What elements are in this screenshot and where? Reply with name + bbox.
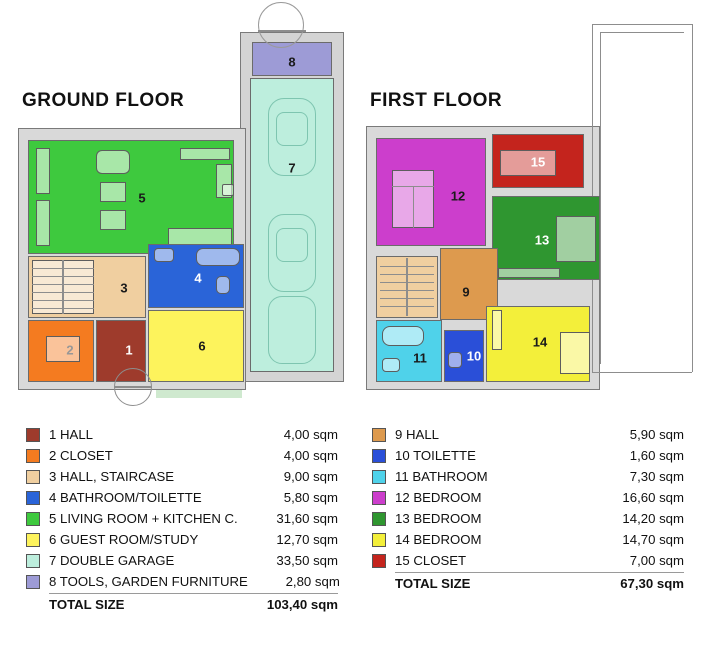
legend-swatch-13 — [372, 512, 386, 526]
legend-area-15: 7,00 sqm — [629, 553, 684, 568]
legend-label-10: 10 TOILETTE — [395, 448, 476, 463]
bathtub-11 — [382, 326, 424, 346]
legend-first-floor — [372, 424, 684, 594]
legend-area-9: 5,90 sqm — [629, 427, 684, 442]
legend-label-13: 13 BEDROOM — [395, 511, 482, 526]
sink-11 — [382, 358, 400, 372]
legend-label-7: 7 DOUBLE GARAGE — [49, 553, 175, 568]
legend-area-10: 1,60 sqm — [629, 448, 684, 463]
legend-area-5: 31,60 sqm — [276, 511, 338, 526]
legend-swatch-8 — [26, 575, 40, 589]
legend-area-11: 7,30 sqm — [629, 469, 684, 484]
wardrobe-14 — [492, 310, 502, 350]
garage-door-line — [258, 30, 306, 32]
legend-label-12: 12 BEDROOM — [395, 490, 482, 505]
stove-hob — [222, 184, 234, 196]
room-11-number: 11 — [413, 350, 427, 366]
room-6-number: 6 — [198, 338, 206, 354]
legend-item — [26, 571, 338, 592]
bed-14 — [560, 332, 590, 374]
stair-rail — [62, 260, 64, 314]
legend-total-row-right — [372, 573, 684, 594]
legend-item — [26, 445, 338, 466]
garden-outline — [592, 24, 692, 25]
garden-outline — [592, 372, 692, 373]
car-3 — [268, 296, 316, 364]
room-8-number: 8 — [288, 54, 296, 70]
room-8-tools — [252, 42, 332, 76]
legend-item — [372, 508, 684, 529]
room-5-number: 5 — [138, 190, 146, 206]
legend-total-area-left: 103,40 sqm — [266, 597, 338, 612]
room-4-number: 4 — [194, 270, 202, 286]
legend-label-1: 1 HALL — [49, 427, 93, 442]
legend-swatch-2 — [26, 449, 40, 463]
room-12-number: 12 — [450, 188, 466, 204]
room-9-number: 9 — [462, 284, 470, 300]
coffee-table — [96, 150, 130, 174]
legend — [0, 424, 710, 646]
sofa-1 — [36, 148, 50, 194]
legend-area-6: 12,70 sqm — [276, 532, 338, 547]
legend-item — [26, 424, 338, 445]
legend-swatch-3 — [26, 470, 40, 484]
first-floor-title: FIRST FLOOR — [370, 90, 503, 111]
legend-item — [26, 529, 338, 550]
entry-door-line — [114, 386, 152, 388]
legend-item — [372, 466, 684, 487]
garden-outline — [692, 24, 693, 372]
legend-total-label-right: TOTAL SIZE — [395, 576, 471, 591]
legend-area-13: 14,20 sqm — [622, 511, 684, 526]
legend-item — [372, 550, 684, 571]
legend-item — [26, 466, 338, 487]
sofa-2 — [36, 200, 50, 246]
legend-swatch-6 — [26, 533, 40, 547]
legend-label-3: 3 HALL, STAIRCASE — [49, 469, 175, 484]
bed-13 — [556, 216, 596, 262]
legend-area-2: 4,00 sqm — [283, 448, 338, 463]
room-14-number: 14 — [532, 334, 548, 350]
toilet-10 — [448, 352, 462, 368]
armchair-1 — [100, 182, 126, 202]
legend-swatch-12 — [372, 491, 386, 505]
terrace-strip — [156, 390, 242, 398]
legend-label-2: 2 CLOSET — [49, 448, 113, 463]
ground-floor-title: GROUND FLOOR — [22, 90, 185, 111]
room-1-number: 1 — [125, 342, 133, 358]
legend-total-row-left — [26, 594, 338, 615]
legend-total-area-right: 67,30 sqm — [620, 576, 684, 591]
legend-item — [26, 487, 338, 508]
room-6-guest-room-study — [148, 310, 244, 382]
legend-swatch-1 — [26, 428, 40, 442]
legend-area-8: 2,80 sqm — [285, 574, 340, 589]
legend-item — [26, 508, 338, 529]
legend-label-4: 4 BATHROOM/TOILETTE — [49, 490, 202, 505]
legend-item — [372, 445, 684, 466]
room-10-number: 10 — [466, 348, 482, 364]
legend-swatch-15 — [372, 554, 386, 568]
toilet — [216, 276, 230, 294]
garden-outline-inner — [600, 32, 601, 364]
legend-ground-floor — [26, 424, 338, 615]
legend-area-7: 33,50 sqm — [276, 553, 338, 568]
legend-area-12: 16,60 sqm — [622, 490, 684, 505]
legend-swatch-14 — [372, 533, 386, 547]
legend-label-15: 15 CLOSET — [395, 553, 467, 568]
legend-item — [372, 529, 684, 550]
room-7-number: 7 — [288, 160, 296, 176]
legend-label-8: 8 TOOLS, GARDEN FURNITURE — [49, 574, 248, 589]
room-13-number: 13 — [534, 232, 550, 248]
legend-swatch-10 — [372, 449, 386, 463]
legend-area-14: 14,70 sqm — [622, 532, 684, 547]
legend-item — [26, 550, 338, 571]
car-2-roof — [276, 228, 308, 262]
legend-area-4: 5,80 sqm — [283, 490, 338, 505]
sink — [154, 248, 174, 262]
legend-label-14: 14 BEDROOM — [395, 532, 482, 547]
legend-swatch-5 — [26, 512, 40, 526]
car-1-roof — [276, 112, 308, 146]
closet-bed — [500, 150, 556, 176]
legend-swatch-9 — [372, 428, 386, 442]
legend-swatch-4 — [26, 491, 40, 505]
legend-swatch-11 — [372, 470, 386, 484]
stair-rail — [406, 258, 408, 316]
room-3-number: 3 — [120, 280, 128, 296]
armchair-2 — [100, 210, 126, 230]
legend-swatch-7 — [26, 554, 40, 568]
legend-item — [372, 424, 684, 445]
legend-label-11: 11 BATHROOM — [395, 469, 488, 484]
legend-total-label-left: TOTAL SIZE — [49, 597, 125, 612]
garden-outline-inner — [600, 32, 684, 33]
closet-unit — [46, 336, 80, 362]
legend-label-6: 6 GUEST ROOM/STUDY — [49, 532, 199, 547]
legend-label-9: 9 HALL — [395, 427, 439, 442]
legend-area-1: 4,00 sqm — [283, 427, 338, 442]
legend-area-3: 9,00 sqm — [283, 469, 338, 484]
legend-item — [372, 487, 684, 508]
garage-door-arc — [258, 2, 304, 48]
bed-12-split — [413, 186, 414, 228]
bathtub — [196, 248, 240, 266]
kitchen-counter — [180, 148, 230, 160]
legend-label-5: 5 LIVING ROOM + KITCHEN C. — [49, 511, 238, 526]
wardrobe-13 — [498, 268, 560, 278]
